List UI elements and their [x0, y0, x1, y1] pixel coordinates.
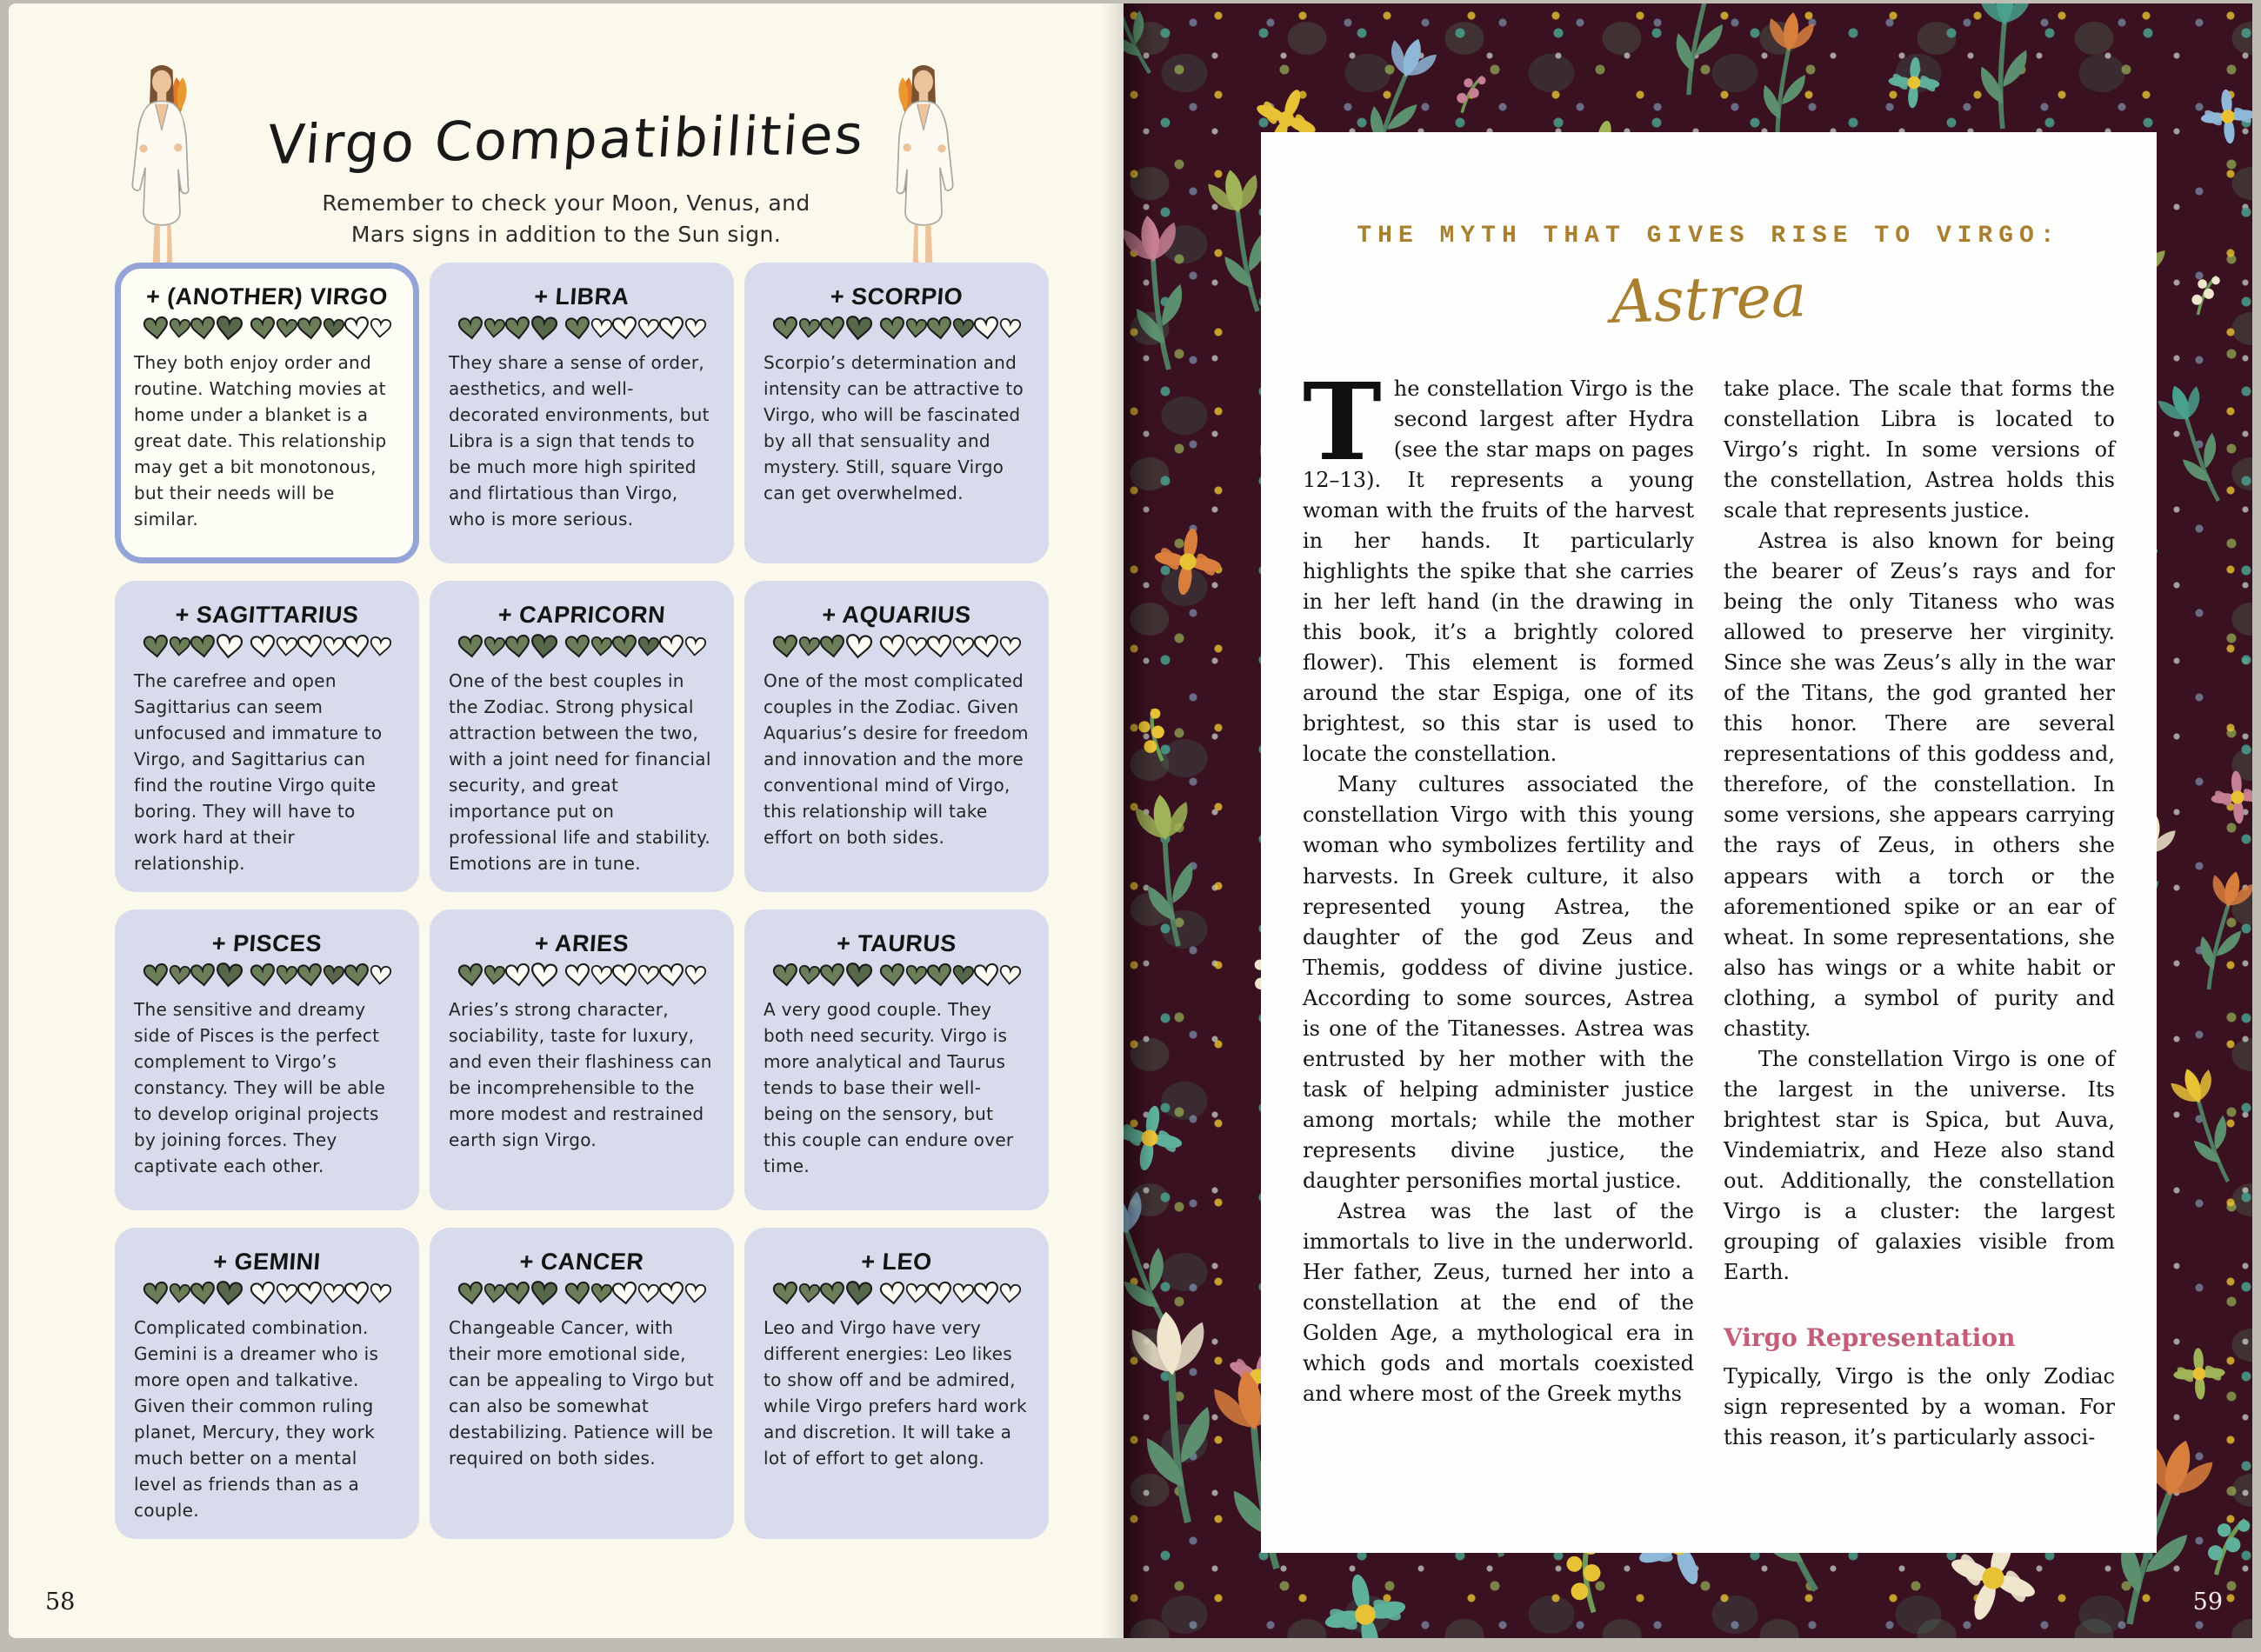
heart-empty-icon — [657, 316, 685, 342]
compatibility-card-capricorn — [430, 581, 734, 892]
card-title: + (ANOTHER) VIRGO — [145, 283, 389, 310]
compatibility-card-cancer — [430, 1228, 734, 1539]
heart-filled-icon — [637, 636, 660, 657]
heart-rating — [449, 963, 715, 988]
heart-empty-icon — [322, 1282, 345, 1304]
heart-filled-icon — [771, 634, 799, 660]
heart-empty-icon — [951, 1282, 975, 1304]
article-panel — [1261, 132, 2157, 1553]
heart-filled-icon — [771, 316, 799, 342]
card-text: One of the best couples in the Zodiac. Strong physical attraction between the two, with a joint need for financial security, and great importance put on professional life and stability. Emotions are in tune. — [449, 670, 711, 874]
heart-empty-icon — [322, 636, 345, 657]
heart-filled-icon — [275, 317, 298, 339]
right-page — [1124, 3, 2252, 1638]
heart-empty-icon — [657, 963, 685, 989]
heart-filled-icon — [878, 963, 906, 989]
heart-empty-icon — [369, 964, 392, 986]
heart-empty-icon — [998, 636, 1022, 657]
heart-filled-icon — [142, 1281, 170, 1307]
heart-empty-icon — [998, 1282, 1022, 1304]
page-title: Virgo Compatibilities — [265, 102, 867, 177]
heart-empty-icon — [214, 633, 243, 661]
heart-rating — [764, 316, 1030, 341]
card-text: A very good couple. They both need security. Virgo is more analytical and Taurus tends to base their well-being on the sensory, but this couple can endure over time. — [764, 999, 1014, 1176]
heart-filled-icon — [818, 634, 846, 660]
heart-rating — [764, 634, 1030, 659]
heart-empty-icon — [249, 634, 277, 660]
heart-empty-icon — [684, 964, 707, 986]
article-paragraph: Many cultures associated the constellation Virgo with this young woman who symbolizes fertility and harvests. In Greek culture, it also represented young Astrea, the daughter of the god Zeus and Themis, goddess of divine justice. According to some sources, Astrea is one of the Titanesses. Astrea was entrusted by her mother with the task of helping administer justice among mortals; while the mother represents divine justice, the daughter personifies mortal justice. — [1303, 772, 1694, 1193]
heart-filled-icon — [168, 964, 191, 986]
subtitle-line-2: Mars signs in addition to the Sun sign. — [350, 221, 782, 247]
heart-empty-icon — [637, 1282, 660, 1304]
subtitle-line-1: Remember to check your Moon, Venus, and — [322, 190, 810, 216]
heart-filled-icon — [818, 963, 846, 989]
heart-filled-icon — [142, 963, 170, 989]
heart-empty-icon — [610, 963, 638, 989]
heart-filled-icon — [925, 963, 953, 989]
heart-filled-icon — [275, 964, 298, 986]
heart-rating — [764, 1281, 1030, 1306]
heart-filled-icon — [214, 962, 243, 989]
drop-cap: T — [1303, 359, 1382, 484]
heart-empty-icon — [610, 316, 638, 342]
heart-empty-icon — [343, 316, 370, 342]
card-title: + TAURUS — [836, 930, 957, 956]
heart-filled-icon — [189, 316, 217, 342]
card-text: Leo and Virgo have very different energies: Leo likes to show off and be admired, while Virgo prefers hard work and discretion. It will take a lot of effort to get along. — [764, 1317, 1027, 1469]
heart-empty-icon — [844, 633, 872, 661]
compatibility-card-scorpio — [744, 263, 1049, 563]
article-paragraph: The constellation Virgo is the second largest after Hydra (see the star maps on pages 12–13). It represents a young woman with the fruits of the harvest in her hands. It particularly highlights the spike that she carries in her left hand (in the drawing in this book, it’s a brightly colored flower). This element is formed around the star Espiga, one of its brightest, so this star is used to locate the constellation. — [1303, 359, 1694, 767]
article-kicker: THE MYTH THAT GIVES RISE TO VIRGO: — [1357, 223, 2061, 250]
card-title: + LEO — [860, 1249, 933, 1275]
heart-filled-icon — [951, 317, 975, 339]
compatibility-card-sagittarius — [115, 581, 419, 892]
card-text: They share a sense of order, aesthetics, and well-decorated environments, but Libra is a sign that tends to be much more high spirited and flirtatious than Virgo, who is more serious. — [449, 352, 710, 530]
heart-empty-icon — [904, 636, 928, 657]
heart-empty-icon — [369, 317, 392, 339]
heart-filled-icon — [168, 636, 191, 657]
heart-rating — [449, 634, 715, 659]
heart-empty-icon — [564, 963, 591, 989]
heart-filled-icon — [951, 964, 975, 986]
card-title: + CAPRICORN — [497, 602, 667, 628]
heart-empty-icon — [275, 636, 298, 657]
heart-filled-icon — [797, 317, 821, 339]
heart-filled-icon — [818, 1281, 846, 1307]
card-title: + AQUARIUS — [821, 602, 972, 628]
article-body — [1303, 359, 2115, 1453]
heart-filled-icon — [457, 1281, 484, 1307]
heart-empty-icon — [529, 962, 557, 989]
heart-empty-icon — [684, 317, 707, 339]
heart-rating — [134, 963, 400, 988]
heart-empty-icon — [925, 1281, 953, 1307]
page-number-left: 58 — [45, 1589, 76, 1615]
heart-filled-icon — [878, 316, 906, 342]
section-heading: Virgo Representation — [1724, 1322, 2016, 1352]
compatibility-card-another-virgo — [115, 263, 419, 563]
article-paragraph: Typically, Virgo is the only Zodiac sign represented by a woman. For this reason, it’s particularly associ- — [1724, 1363, 2115, 1449]
heart-filled-icon — [483, 1282, 506, 1304]
heart-empty-icon — [610, 1281, 638, 1307]
card-text: One of the most complicated couples in the Zodiac. Given Aquarius’s desire for freedom and innovation and the more conventional mind of Virgo, this relationship will take effort on both sides. — [764, 670, 1029, 848]
compatibility-grid — [115, 263, 1049, 1539]
heart-filled-icon — [249, 316, 277, 342]
card-text: Scorpio’s determination and intensity can be attractive to Virgo, who will be fascinated by all that sensuality and mystery. Still, square Virgo can get overwhelmed. — [764, 352, 1024, 503]
heart-empty-icon — [504, 963, 531, 989]
heart-filled-icon — [296, 316, 323, 342]
card-text: Aries’s strong character, sociability, taste for luxury, and even their flashiness can be incomprehensible to the more modest and restrained earth sign Virgo. — [449, 999, 712, 1150]
heart-empty-icon — [925, 634, 953, 660]
card-text: Complicated combination. Gemini is a dreamer who is more open and talkative. Given their common ruling planet, Mercury, they work much better on a mental level as friends than as a couple. — [134, 1317, 379, 1521]
book-spread — [9, 3, 2252, 1638]
heart-filled-icon — [322, 964, 345, 986]
heart-filled-icon — [457, 634, 484, 660]
compatibility-card-aquarius — [744, 581, 1049, 892]
article-paragraph: The constellation Virgo is one of the largest in the universe. Its brightest star is Spica, but Auva, Vindemiatrix, and Heze also stand out. Additionally, the constellation Virgo is a cluster: the largest grouping of galaxies visible from Earth. — [1724, 1046, 2115, 1284]
heart-filled-icon — [564, 1281, 591, 1307]
card-text: The carefree and open Sagittarius can seem unfocused and immature to Virgo, and Sagittarius can find the routine Virgo quite boring. They will have to work hard at their relationship. — [134, 670, 383, 874]
heart-filled-icon — [529, 1280, 557, 1308]
card-text: They both enjoy order and routine. Watching movies at home under a blanket is a great date. This relationship may get a bit monotonous, but their needs will be similar. — [134, 352, 387, 530]
heart-filled-icon — [844, 315, 872, 343]
heart-empty-icon — [998, 317, 1022, 339]
card-title: + ARIES — [533, 930, 630, 956]
heart-filled-icon — [844, 962, 872, 989]
heart-filled-icon — [504, 1281, 531, 1307]
heart-filled-icon — [771, 1281, 799, 1307]
heart-filled-icon — [610, 634, 638, 660]
heart-empty-icon — [249, 1281, 277, 1307]
heart-empty-icon — [343, 634, 370, 660]
heart-empty-icon — [972, 316, 1000, 342]
heart-filled-icon — [529, 633, 557, 661]
heart-filled-icon — [504, 316, 531, 342]
heart-filled-icon — [483, 636, 506, 657]
heart-filled-icon — [214, 315, 243, 343]
heart-filled-icon — [189, 1281, 217, 1307]
heart-empty-icon — [296, 634, 323, 660]
heart-empty-icon — [590, 964, 613, 986]
heart-empty-icon — [369, 1282, 392, 1304]
heart-empty-icon — [637, 317, 660, 339]
heart-rating — [134, 634, 400, 659]
heart-empty-icon — [684, 636, 707, 657]
card-title: + PISCES — [210, 930, 323, 956]
compatibility-card-aries — [430, 909, 734, 1210]
heart-filled-icon — [818, 316, 846, 342]
heart-empty-icon — [275, 1282, 298, 1304]
heart-empty-icon — [878, 1281, 906, 1307]
heart-empty-icon — [296, 1281, 323, 1307]
heart-filled-icon — [564, 634, 591, 660]
heart-empty-icon — [637, 964, 660, 986]
heart-filled-icon — [322, 317, 345, 339]
heart-filled-icon — [590, 1282, 613, 1304]
heart-filled-icon — [504, 634, 531, 660]
heart-rating — [449, 316, 715, 341]
heart-filled-icon — [142, 316, 170, 342]
heart-empty-icon — [972, 963, 1000, 989]
heart-filled-icon — [797, 636, 821, 657]
card-title: + SAGITTARIUS — [174, 602, 360, 628]
compatibility-card-taurus — [744, 909, 1049, 1210]
virgo-maiden-illustration — [868, 57, 979, 285]
heart-filled-icon — [925, 316, 953, 342]
heart-filled-icon — [457, 963, 484, 989]
heart-rating — [134, 316, 400, 341]
heart-filled-icon — [142, 634, 170, 660]
heart-empty-icon — [878, 634, 906, 660]
page-subtitle — [9, 188, 1124, 250]
heart-filled-icon — [797, 964, 821, 986]
heart-filled-icon — [249, 963, 277, 989]
heart-filled-icon — [189, 634, 217, 660]
heart-empty-icon — [657, 634, 685, 660]
heart-filled-icon — [483, 317, 506, 339]
heart-filled-icon — [457, 316, 484, 342]
card-text: The sensitive and dreamy side of Pisces is the perfect complement to Virgo’s constancy. They will be able to develop original projects by joining forces. They captivate each other. — [134, 999, 386, 1176]
compatibility-card-gemini — [115, 1228, 419, 1539]
heart-filled-icon — [797, 1282, 821, 1304]
compatibility-card-leo — [744, 1228, 1049, 1539]
compatibility-card-pisces — [115, 909, 419, 1210]
heart-rating — [134, 1281, 400, 1306]
heart-filled-icon — [168, 1282, 191, 1304]
heart-empty-icon — [657, 1281, 685, 1307]
article-column-2 — [1724, 374, 2115, 1453]
card-title: + CANCER — [518, 1249, 645, 1275]
heart-filled-icon — [844, 1280, 872, 1308]
heart-filled-icon — [904, 317, 928, 339]
article-column-1 — [1303, 359, 1694, 1453]
heart-empty-icon — [972, 634, 1000, 660]
heart-filled-icon — [189, 963, 217, 989]
heart-filled-icon — [296, 963, 323, 989]
left-page — [9, 3, 1124, 1638]
article-paragraph: Astrea was the last of the immortals to live in the underworld. Her father, Zeus, turned her into a constellation at the end of the Golden Age, a mythological era in which gods and mortals coexisted and where most of the Greek myths — [1303, 1198, 1694, 1407]
article-paragraph: take place. The scale that forms the constellation Libra is located to Virgo’s right. In some versions of the constellation, Astrea holds this scale that represents justice. — [1724, 376, 2115, 523]
heart-filled-icon — [483, 964, 506, 986]
heart-empty-icon — [998, 964, 1022, 986]
compatibility-card-libra — [430, 263, 734, 563]
heart-empty-icon — [951, 636, 975, 657]
heart-empty-icon — [684, 1282, 707, 1304]
heart-filled-icon — [771, 963, 799, 989]
page-number-right: 59 — [2192, 1589, 2223, 1615]
heart-filled-icon — [564, 316, 591, 342]
heart-empty-icon — [369, 636, 392, 657]
heart-empty-icon — [590, 317, 613, 339]
heart-rating — [449, 1281, 715, 1306]
heart-filled-icon — [590, 636, 613, 657]
card-title: + GEMINI — [212, 1249, 322, 1275]
heart-empty-icon — [972, 1281, 1000, 1307]
heart-filled-icon — [343, 963, 370, 989]
heart-rating — [764, 963, 1030, 988]
card-title: + LIBRA — [533, 283, 630, 310]
heart-filled-icon — [904, 964, 928, 986]
heart-empty-icon — [343, 1281, 370, 1307]
heart-filled-icon — [168, 317, 191, 339]
heart-filled-icon — [214, 1280, 243, 1308]
heart-filled-icon — [529, 315, 557, 343]
card-title: + SCORPIO — [829, 283, 964, 310]
card-text: Changeable Cancer, with their more emotional side, can be appealing to Virgo but can also be somewhat destabilizing. Patience will be required on both sides. — [449, 1317, 714, 1469]
article-title: Astrea — [1610, 262, 1808, 337]
article-paragraph: Astrea is also known for being the bearer of Zeus’s rays and for being the only Titaness who was allowed to preserve her virginity. Since she was Zeus’s ally in the war of the Titans, the god granted her this honor. There are several representations of this goddess and, therefore, of the constellation. In some versions, she appears carrying the rays of Zeus, in others she appears with a torch or the aforementioned spike or an ear of wheat. In some representations, she also has wings or a white habit or clothing, a symbol of purity and chastity. — [1724, 529, 2115, 1041]
heart-empty-icon — [904, 1282, 928, 1304]
